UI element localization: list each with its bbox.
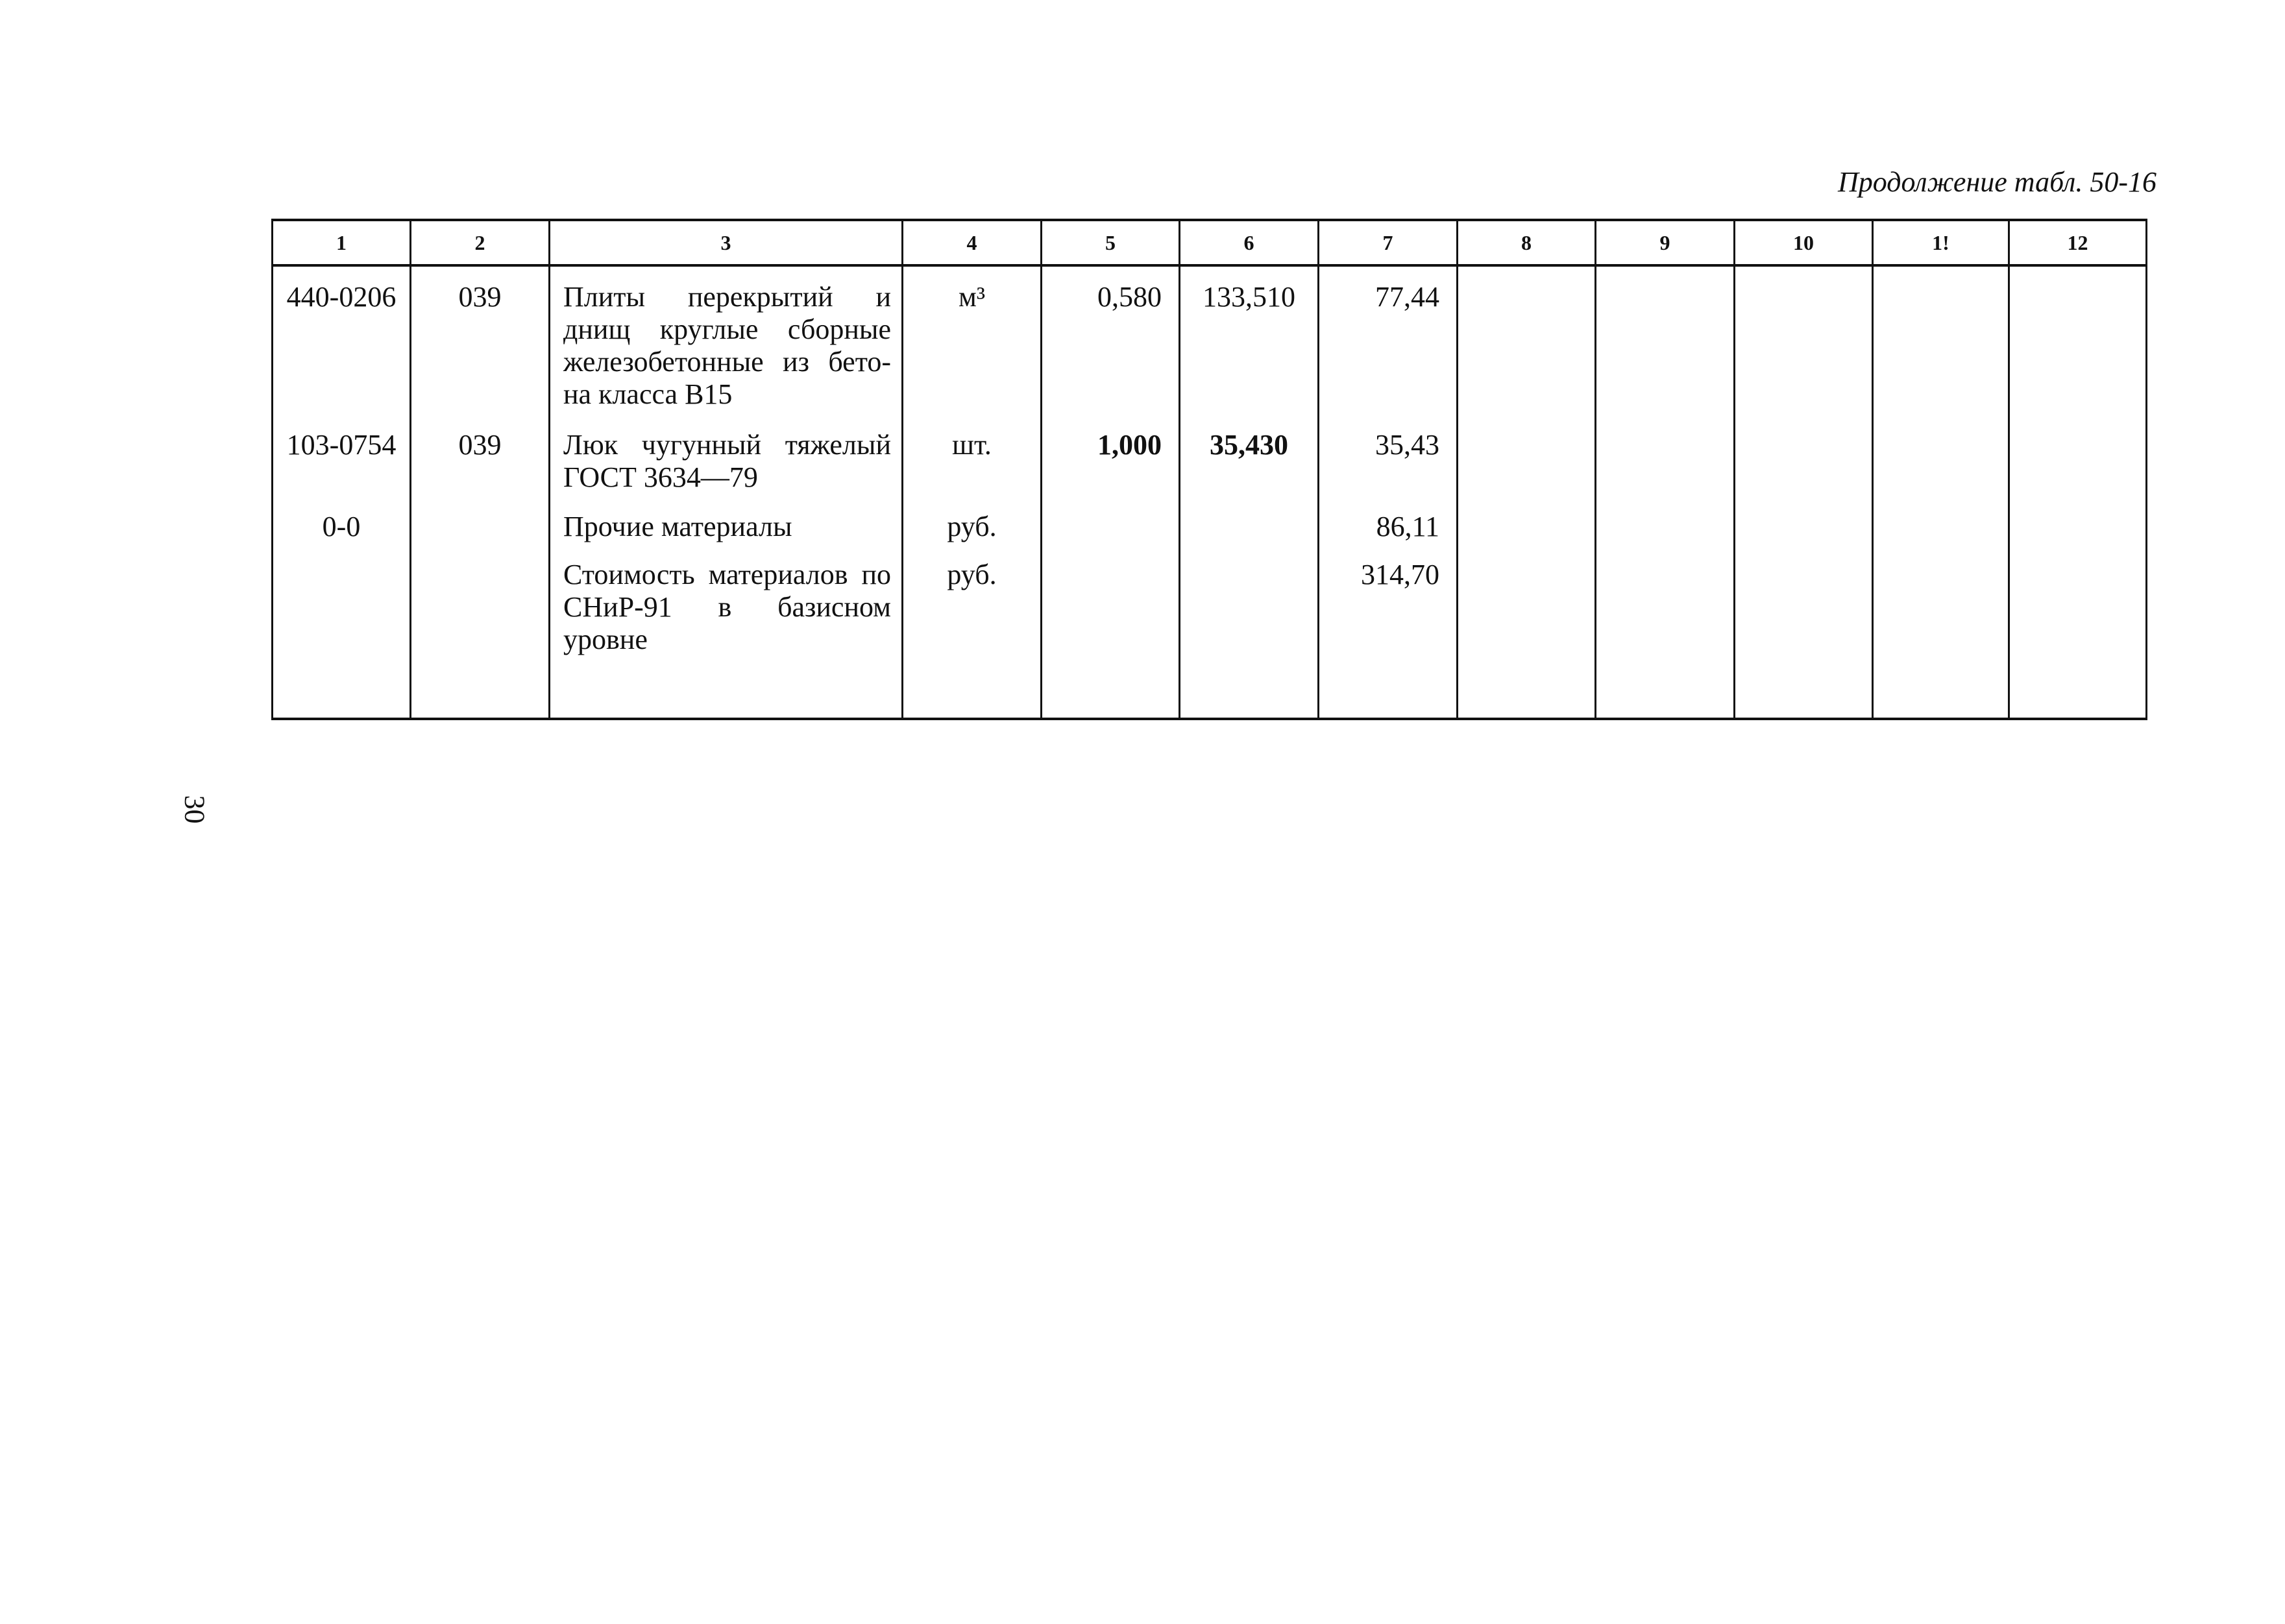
empty-cell (1458, 559, 1596, 719)
header-cell: 10 (1735, 220, 1873, 265)
supplier-code (411, 511, 550, 559)
header-cell: 1 (273, 220, 411, 265)
resource-code (273, 559, 411, 719)
cost: 314,70 (1319, 559, 1458, 719)
header-cell: 5 (1042, 220, 1180, 265)
header-cell: 7 (1319, 220, 1458, 265)
resource-code: 0-0 (273, 511, 411, 559)
header-cell: 9 (1596, 220, 1735, 265)
empty-cell (1596, 265, 1735, 429)
empty-cell (1458, 511, 1596, 559)
empty-cell (1735, 265, 1873, 429)
unit-price: 133,510 (1180, 265, 1319, 429)
supplier-code: 039 (411, 265, 550, 429)
unit-price: 35,430 (1180, 429, 1319, 511)
resource-name: Плиты перекрытий и днищ круглые сборные железобетонные из бето-на класса В15 (550, 265, 903, 429)
header-row (273, 220, 2147, 265)
quantity: 1,000 (1042, 429, 1180, 511)
table-caption: Продолжение табл. 50-16 (1838, 166, 2157, 198)
table-row (273, 429, 2147, 511)
cost: 86,11 (1319, 511, 1458, 559)
unit: руб. (903, 511, 1042, 559)
empty-cell (1873, 559, 2009, 719)
header-cell: 3 (550, 220, 903, 265)
empty-cell (1735, 559, 1873, 719)
resource-code: 440-0206 (273, 265, 411, 429)
unit: м³ (903, 265, 1042, 429)
header-cell: 8 (1458, 220, 1596, 265)
empty-cell (1596, 511, 1735, 559)
empty-cell (1873, 265, 2009, 429)
empty-cell (2009, 429, 2147, 511)
table-row (273, 511, 2147, 559)
cost: 35,43 (1319, 429, 1458, 511)
resource-name: Стоимость материалов по СНиР-91 в базисном уровне (550, 559, 903, 719)
unit-price (1180, 511, 1319, 559)
supplier-code (411, 559, 550, 719)
header-cell: 1! (1873, 220, 2009, 265)
resource-name: Люк чугунный тяжелый ГОСТ 3634—79 (550, 429, 903, 511)
quantity: 0,580 (1042, 265, 1180, 429)
empty-cell (2009, 511, 2147, 559)
materials-table (271, 219, 2147, 720)
table-row (273, 265, 2147, 429)
resource-code: 103-0754 (273, 429, 411, 511)
empty-cell (1596, 559, 1735, 719)
header-cell: 4 (903, 220, 1042, 265)
unit: руб. (903, 559, 1042, 719)
table-row (273, 559, 2147, 719)
empty-cell (1596, 429, 1735, 511)
header-cell: 6 (1180, 220, 1319, 265)
header-cell: 12 (2009, 220, 2147, 265)
supplier-code: 039 (411, 429, 550, 511)
empty-cell (1458, 429, 1596, 511)
empty-cell (1873, 511, 2009, 559)
empty-cell (2009, 559, 2147, 719)
quantity (1042, 559, 1180, 719)
empty-cell (1458, 265, 1596, 429)
header-cell: 2 (411, 220, 550, 265)
empty-cell (1735, 429, 1873, 511)
empty-cell (2009, 265, 2147, 429)
resource-name: Прочие материалы (550, 511, 903, 559)
page-number: 30 (178, 795, 211, 824)
unit-price (1180, 559, 1319, 719)
unit: шт. (903, 429, 1042, 511)
cost: 77,44 (1319, 265, 1458, 429)
empty-cell (1735, 511, 1873, 559)
quantity (1042, 511, 1180, 559)
empty-cell (1873, 429, 2009, 511)
